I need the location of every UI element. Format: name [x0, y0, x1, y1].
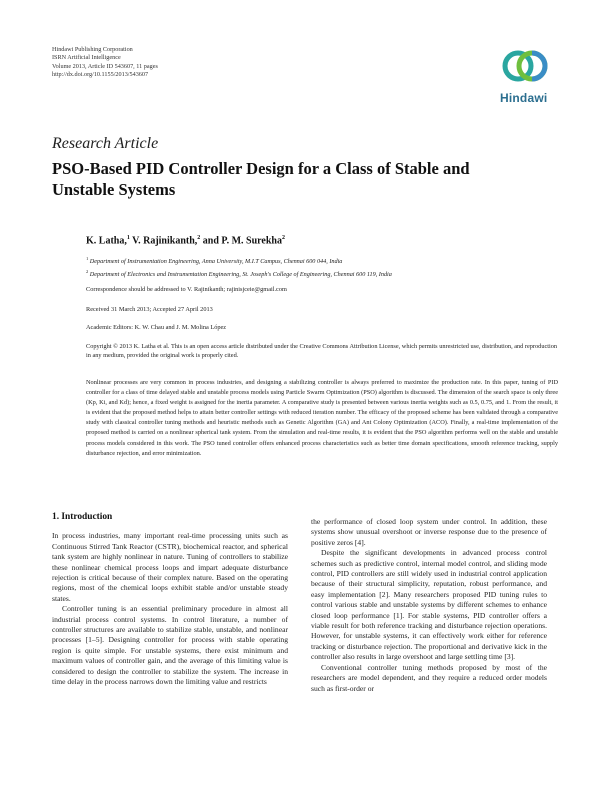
article-type: Research Article [52, 135, 159, 152]
author-affil-marker: 2 [282, 235, 285, 241]
paragraph: the performance of closed loop system under control. In addition, these systems show unusual overshoot or inverse response due to the presence of positive zeros [4]. [311, 517, 547, 547]
abstract: Nonlinear processes are very common in process industries, and designing a stabilizing controller is always preferred to maximize the production rate. In this paper, tuning of PID controller for a class of time delayed stable and unstable process models using Particle Swarm Optimization (PSO) algorithm is discussed. The dimension of the search space is only three (Kp, Ki, and Kd); hence, a fixed weight is assigned for the inertia parameter. A comparative study is presented between various inertia weights such as 0.5, 0.75, and 1. From the result, it is evident that the proposed method helps to attain better controller settings with reduced iteration number. The efficacy of the proposed scheme has been validated through a comparative study with classical controller tuning methods and heuristic methods such as Genetic Algorithm (GA) and Ant Colony Optimization (ACO). Finally, a real-time implementation of the proposed method is carried on a nonlinear spherical tank system. From the simulation and real-time results, it is evident that the PSO algorithm performs well on the stable and unstable process models considered in this work. The PSO tuned controller offers enhanced process characteristics such as better time domain specifications, smooth reference tracking, supply disturbance rejection, and error minimization. [86, 379, 558, 457]
affiliation-item: $^1$ Department of Instrumentation Engineering, Anna University, M.I.T Campus, Chennai 600 044, India [86, 256, 343, 266]
volume-line: Volume 2013, Article ID 543607, 11 pages [52, 62, 158, 70]
author-name: and P. M. Surekha [202, 235, 282, 247]
paragraph: Controller tuning is an essential preliminary procedure in almost all industrial process control systems. In control literature, a number of controller structures are available to stabilize stable, unstable, and nonlinear processes [1–5]. Designing controller for process with stable operating region is quite simple. For unstable systems, there exist minimum and maximum values of controller gain, and the average of this limiting value is considered to design the controller to stabilize the system. The increase in time delay in the process narrows down the limiting value and restricts [52, 604, 288, 687]
journal-header [52, 46, 158, 80]
affiliation-item: $^2$ Department of Electronics and Instrumentation Engineering, St. Joseph's College of Engineering, Chennai 600 119, India [86, 269, 392, 279]
doi-link[interactable]: http://dx.doi.org/10.1155/2013/543607 [52, 71, 149, 79]
author-name: V. Rajinikanth, [132, 235, 198, 247]
paragraph: In process industries, many important real-time processing units such as Continuous Stirred Tank Reactor (CSTR), biochemical reactor, and spherical tank system are highly nonlinear in nature. Tuning of controllers to stabilize these nonlinear chemical process loops and impart adequate disturbance rejection is critical because of their complex nature. Based on the operating regions, most of the chemical loops exhibit stable and/or unstable steady states. [52, 531, 288, 603]
publisher-name: Hindawi Publishing Corporation [52, 46, 133, 53]
journal-name: ISRN Artificial Intelligence [52, 54, 121, 62]
academic-editors: Academic Editors: K. W. Chau and J. M. Molina López [86, 324, 227, 331]
hindawi-logo-text: Hindawi [500, 91, 548, 105]
paragraph: Conventional controller tuning methods proposed by most of the researchers are model dependent, and they require a reduced order models such as first-order or [311, 662, 547, 693]
author-affil-marker: 2 [197, 235, 201, 241]
author-name: K. Latha, [86, 235, 127, 247]
affiliations [86, 254, 556, 280]
paragraph: Despite the significant developments in advanced process control schemes such as predictive control, internal model control, and sliding mode control, PID controllers are still widely used in industrial control application because of their structural simplicity, reputation, robust performance, and easy implementation [2]. Many researchers proposed PID tuning rules to control various stable and unstable systems by different schemes to enhance closed loop performance [1]. For stable systems, PID controller offers a viable result for both reference tracking and disturbance rejection operations. However, for unstable systems, it can effectively work either for reference tracking or disturbance rejection. The proportional and derivative kick in the controller also results in large overshoot and large settling time [3]. [311, 548, 547, 662]
author-affil-marker: 1 [126, 235, 130, 241]
body-column-left [52, 512, 288, 688]
copyright-notice: Copyright © 2013 K. Latha et al. This is an open access article distributed under the Creative Commons Attribution License, which permits unrestricted use, distribution, and reproduction in any medium, provided the original work is properly cited. [86, 343, 558, 359]
body-column-right [311, 517, 547, 694]
correspondence-line: Correspondence should be addressed to V. Rajinikanth; rajinisjceie@gmail.com [86, 286, 287, 293]
received-dates: Received 31 March 2013; Accepted 27 April 2013 [86, 306, 213, 313]
article-title: PSO-Based PID Controller Design for a Class of Stable and Unstable Systems [52, 159, 470, 199]
author-list [86, 235, 285, 246]
section-heading: 1. Introduction [52, 512, 113, 522]
